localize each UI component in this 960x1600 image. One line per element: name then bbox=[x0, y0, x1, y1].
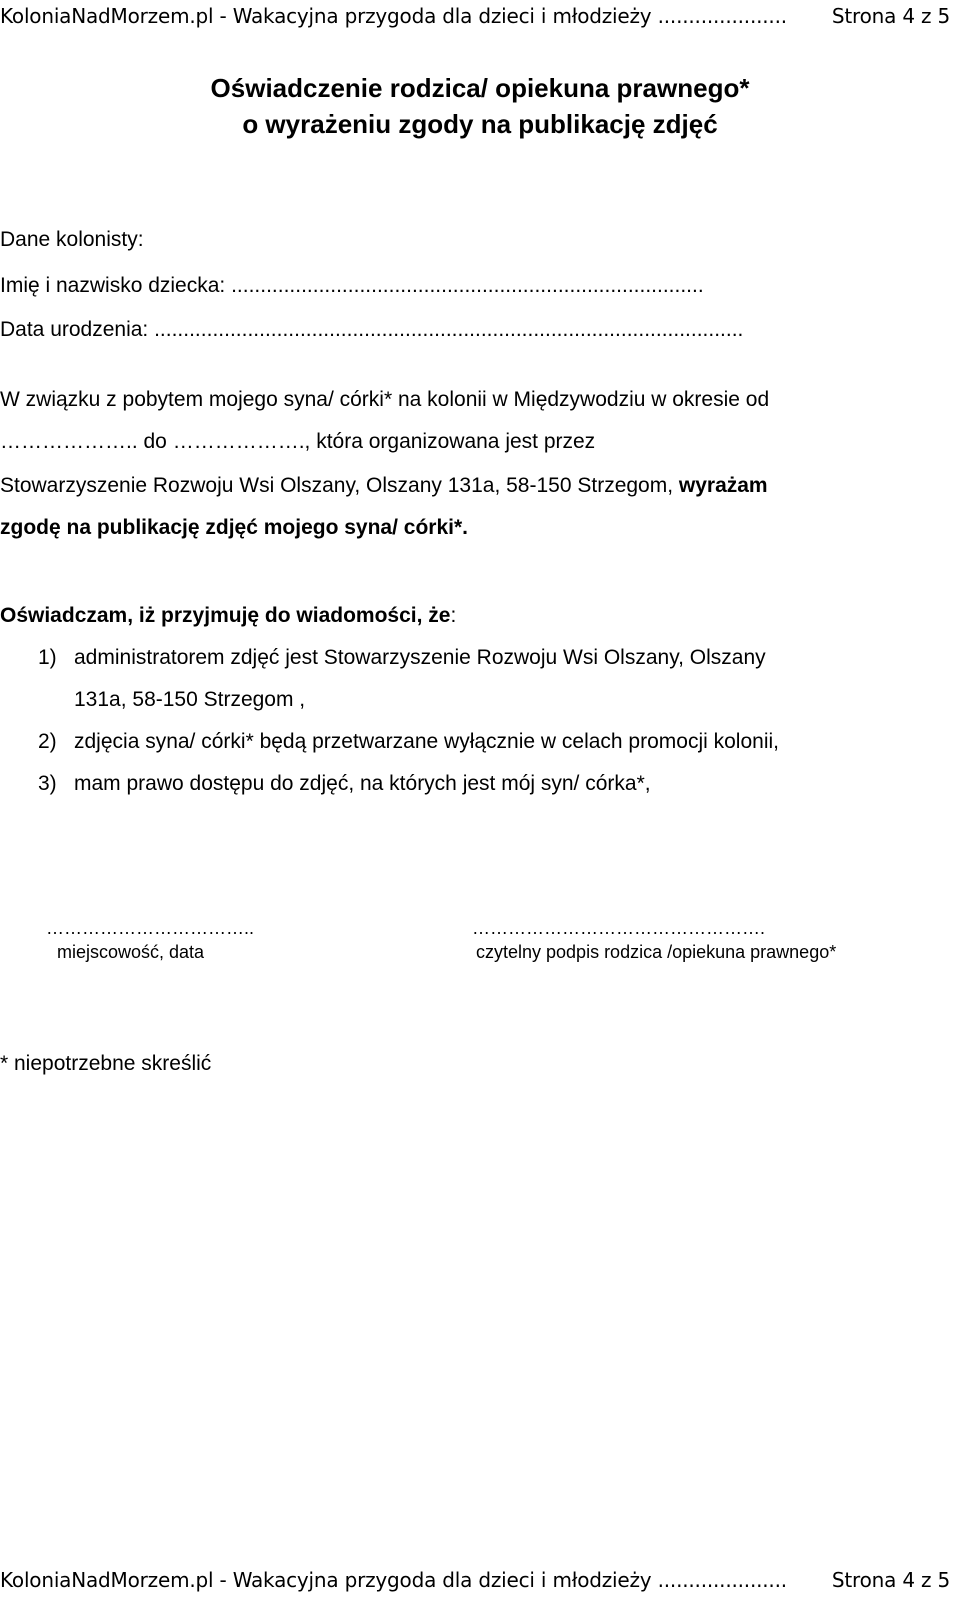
consent-line-1: W związku z pobytem mojego syna/ córki* na kolonii w Międzywodziu w okresie od bbox=[0, 388, 770, 411]
signature-label: czytelny podpis rodzica /opiekuna prawnego* bbox=[476, 942, 837, 962]
declaration-intro-bold: Oświadczam, iż przyjmuję do wiadomości, że bbox=[0, 604, 451, 627]
document-title-line-1: Oświadczenie rodzica/ opiekuna prawnego* bbox=[210, 73, 750, 103]
consent-organizer-text: Stowarzyszenie Rozwoju Wsi Olszany, Olszany 131a, 58-150 Strzegom, bbox=[0, 474, 679, 497]
declaration-item-3 bbox=[38, 772, 651, 796]
item-number: 1) bbox=[38, 646, 57, 669]
place-date-dots: …………………………….. bbox=[46, 918, 255, 938]
item-text: mam prawo dostępu do zdjęć, na których jest mój syn/ córka*, bbox=[74, 772, 651, 795]
declaration-item-1-continuation: 131a, 58-150 Strzegom , bbox=[74, 688, 306, 711]
declaration-item-1 bbox=[38, 646, 766, 670]
consent-line-3 bbox=[0, 474, 768, 498]
consent-period-line: ……………….. do ………………., która organizowana jest przez bbox=[0, 430, 596, 453]
page-footer bbox=[0, 1568, 950, 1592]
declaration-item-2 bbox=[38, 730, 779, 754]
footer-site-text: KoloniaNadMorzem.pl - Wakacyjna przygoda dla dzieci i młodzieży ..................... bbox=[0, 1568, 787, 1592]
item-text: administratorem zdjęć jest Stowarzyszenie Rozwoju Wsi Olszany, Olszany bbox=[74, 646, 766, 669]
footer-page-number: Strona 4 z 5 bbox=[831, 1568, 950, 1592]
child-name-field: Imię i nazwisko dziecka: ................................................................................. bbox=[0, 274, 704, 297]
item-number: 3) bbox=[38, 772, 57, 795]
place-date-label: miejscowość, data bbox=[57, 942, 205, 962]
consent-line-4 bbox=[0, 516, 468, 540]
header-site-text: KoloniaNadMorzem.pl - Wakacyjna przygoda dla dzieci i młodzieży ..................... bbox=[0, 4, 787, 28]
consent-bold-start: wyrażam bbox=[678, 474, 768, 497]
item-text: zdjęcia syna/ córki* będą przetwarzane wyłącznie w celach promocji kolonii, bbox=[74, 730, 779, 753]
page-header bbox=[0, 4, 950, 28]
signature-dots: …………………………………………. bbox=[472, 918, 766, 938]
document-title-line-2: o wyrażeniu zgody na publikację zdjęć bbox=[242, 109, 718, 139]
declaration-intro bbox=[0, 604, 456, 628]
item-number: 2) bbox=[38, 730, 57, 753]
consent-bold-end: zgodę na publikację zdjęć mojego syna/ córki*. bbox=[0, 516, 468, 539]
birth-date-field: Data urodzenia: ..................................................................................................... bbox=[0, 318, 744, 341]
header-page-number: Strona 4 z 5 bbox=[831, 4, 950, 28]
footnote: * niepotrzebne skreślić bbox=[0, 1052, 212, 1075]
declaration-intro-colon: : bbox=[450, 604, 457, 627]
camper-section-label: Dane kolonisty: bbox=[0, 228, 144, 251]
